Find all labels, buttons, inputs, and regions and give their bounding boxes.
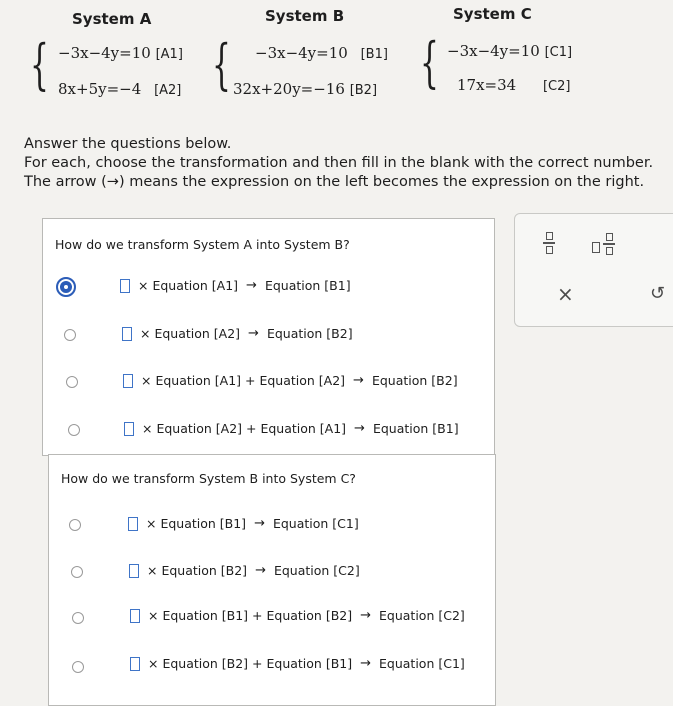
q1-option-1[interactable] [43,271,494,301]
q2-option-1-radio[interactable] [69,519,81,531]
q2-option-1[interactable] [49,510,495,540]
mixed-number-icon[interactable] [592,233,615,255]
clear-icon[interactable]: × [557,282,574,306]
q1-option-2[interactable] [43,320,494,350]
q2-option-4-blank-input[interactable] [130,657,140,671]
q2-option-4-right-text: Equation [C1] [379,656,465,671]
q2-option-3[interactable] [49,602,495,632]
q1-option-3[interactable] [43,367,494,397]
arrow-icon: → [353,373,364,388]
q2-option-4[interactable] [49,650,495,680]
system-a-brace: { [30,33,49,96]
system-c-equation-2: 17x=34 [C2] [457,76,571,94]
q2-option-1-left-text: × Equation [B1] [146,516,247,531]
math-toolbox [514,213,673,327]
arrow-icon: → [360,656,372,671]
question-2-title: How do we transform System B into System C? [61,471,356,486]
q2-option-4-radio[interactable] [72,661,84,673]
q2-option-2-left-text: × Equation [B2] [147,563,248,578]
q1-option-3-left-text: × Equation [A1] + Equation [A2] [141,373,346,388]
undo-icon[interactable]: ↺ [650,283,666,304]
system-b-equation-2: 32x+20y=−16 [B2] [233,80,378,98]
arrow-icon: → [254,516,265,531]
q1-option-4-left-text: × Equation [A2] + Equation [A1] [142,421,347,436]
q2-option-4-left-text: × Equation [B2] + Equation [B1] [148,656,353,671]
q1-option-4-right-text: Equation [B1] [372,421,459,436]
q2-option-2[interactable] [49,557,495,587]
q1-option-2-radio[interactable] [64,329,76,341]
system-a-title: System A [72,10,152,28]
system-b-equation-1: −3x−4y=10 [B1] [255,44,388,62]
q1-option-2-right-text: Equation [B2] [266,326,353,341]
system-c-title: System C [453,5,532,23]
q1-option-1-right-text: Equation [B1] [264,278,351,293]
instruction-line-1: Answer the questions below. [24,136,232,152]
q2-option-3-blank-input[interactable] [130,609,140,623]
system-c-brace: { [420,31,439,94]
q2-option-1-right-text: Equation [C1] [272,516,359,531]
q2-option-2-radio[interactable] [71,566,83,578]
question-1-title: How do we transform System A into System B? [55,237,350,252]
fraction-icon[interactable] [543,232,555,254]
q1-option-4-blank-input[interactable] [124,422,134,436]
q2-option-1-blank-input[interactable] [128,517,138,531]
q2-option-2-right-text: Equation [C2] [273,563,360,578]
system-a-equation-1: −3x−4y=10 [A1] [58,44,183,62]
q2-option-3-left-text: × Equation [B1] + Equation [B2] [148,608,353,623]
q1-option-1-left-text: × Equation [A1] [138,278,239,293]
arrow-icon: → [360,608,372,623]
q1-option-4-radio[interactable] [68,424,80,436]
instruction-line-3: The arrow (→) means the expression on the left becomes the expression on the right. [24,174,645,190]
arrow-icon: → [248,326,259,341]
q2-option-2-blank-input[interactable] [129,564,139,578]
system-b-brace: { [212,33,231,96]
q1-option-3-radio[interactable] [66,376,78,388]
q1-option-2-blank-input[interactable] [122,327,132,341]
q2-option-3-radio[interactable] [72,612,84,624]
q1-option-3-right-text: Equation [B2] [371,373,458,388]
q1-option-1-blank-input[interactable] [120,279,130,293]
arrow-icon: → [246,278,257,293]
system-a-equation-2: 8x+5y=−4 [A2] [58,80,182,98]
arrow-icon: → [354,421,365,436]
instruction-line-2: For each, choose the transformation and then fill in the blank with the correct number. [24,155,654,171]
system-c-equation-1: −3x−4y=10 [C1] [447,42,573,60]
arrow-icon: → [255,563,266,578]
question-1-panel [42,218,495,456]
q1-option-3-blank-input[interactable] [123,374,133,388]
q2-option-3-right-text: Equation [C2] [379,608,465,623]
question-2-panel [48,454,496,706]
system-b-title: System B [265,7,345,25]
q1-option-1-radio[interactable] [56,277,76,297]
q1-option-2-left-text: × Equation [A2] [140,326,241,341]
q1-option-4[interactable] [43,415,494,445]
